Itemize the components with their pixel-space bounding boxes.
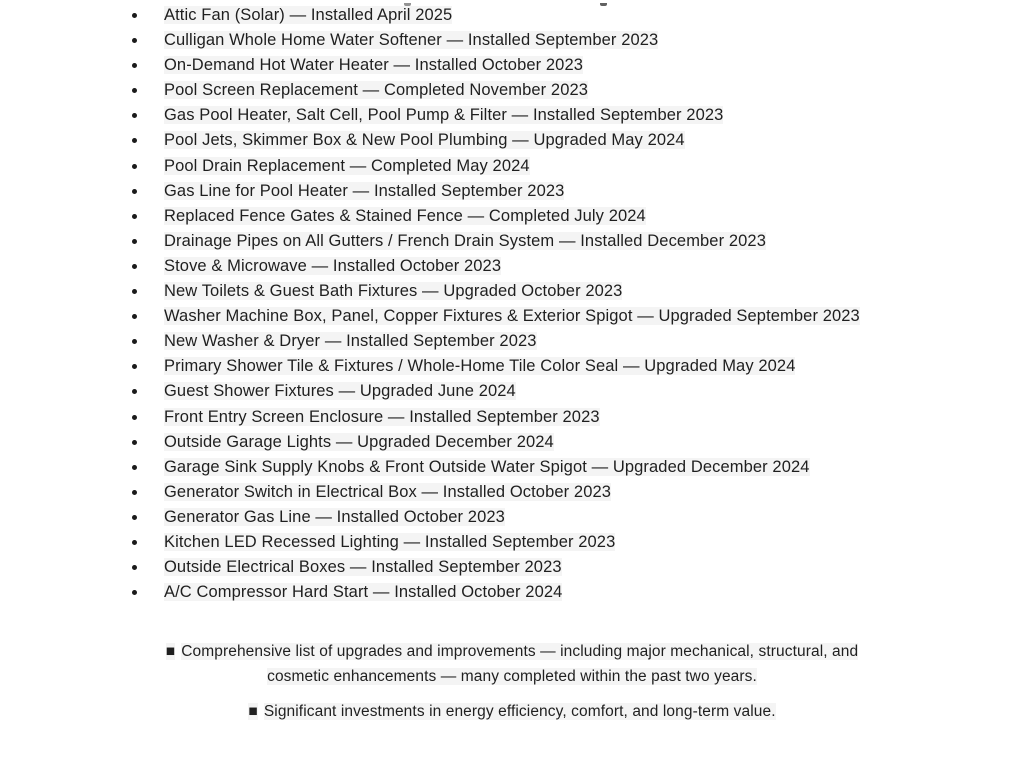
list-item bbox=[121, 279, 896, 304]
bullet-icon bbox=[132, 364, 137, 369]
list-item bbox=[121, 229, 896, 254]
bullet-icon bbox=[132, 389, 137, 394]
list-item-text: Gas Pool Heater, Salt Cell, Pool Pump & Filter — Installed September 2023 bbox=[164, 106, 724, 125]
bullet-icon bbox=[132, 289, 137, 294]
summary-section bbox=[0, 639, 1024, 724]
list-item-text: Gas Line for Pool Heater — Installed September 2023 bbox=[164, 181, 565, 200]
list-item-text: New Toilets & Guest Bath Fixtures — Upgraded October 2023 bbox=[164, 282, 623, 301]
bullet-icon bbox=[132, 590, 137, 595]
list-item bbox=[121, 179, 896, 204]
list-item bbox=[121, 430, 896, 455]
bullet-icon bbox=[132, 189, 137, 194]
list-item-text: Replaced Fence Gates & Stained Fence — Completed July 2024 bbox=[164, 206, 646, 225]
bullet-icon bbox=[132, 339, 137, 344]
summary-paragraph-1 bbox=[133, 639, 891, 689]
bullet-icon bbox=[132, 440, 137, 445]
bullet-icon bbox=[132, 540, 137, 545]
list-item-text: Guest Shower Fixtures — Upgraded June 2024 bbox=[164, 382, 516, 401]
upgrades-list bbox=[0, 3, 1024, 605]
list-item-text: Stove & Microwave — Installed October 2023 bbox=[164, 256, 502, 275]
list-item-text: Attic Fan (Solar) — Installed April 2025 bbox=[164, 6, 453, 24]
list-item-text: Kitchen LED Recessed Lighting — Installed September 2023 bbox=[164, 532, 616, 551]
list-item bbox=[121, 103, 896, 128]
list-item bbox=[121, 354, 896, 379]
summary-paragraph-2 bbox=[52, 699, 972, 724]
bullet-icon bbox=[132, 38, 137, 43]
list-item-text: Drainage Pipes on All Gutters / French Drain System — Installed December 2023 bbox=[164, 231, 766, 250]
bullet-icon bbox=[132, 314, 137, 319]
bullet-icon bbox=[132, 239, 137, 244]
list-item-text: Washer Machine Box, Panel, Copper Fixtures & Exterior Spigot — Upgraded September 2023 bbox=[164, 307, 860, 326]
list-item-text: Front Entry Screen Enclosure — Installed September 2023 bbox=[164, 407, 600, 426]
list-item-text: Culligan Whole Home Water Softener — Installed September 2023 bbox=[164, 31, 659, 50]
bullet-icon bbox=[132, 565, 137, 570]
bullet-icon bbox=[132, 214, 137, 219]
list-item-text: Garage Sink Supply Knobs & Front Outside Water Spigot — Upgraded December 2024 bbox=[164, 457, 810, 476]
list-item-text: Primary Shower Tile & Fixtures / Whole-Home Tile Color Seal — Upgraded May 2024 bbox=[164, 357, 796, 376]
list-item-text: New Washer & Dryer — Installed September 2023 bbox=[164, 332, 537, 351]
list-item bbox=[121, 28, 896, 53]
bullet-icon bbox=[132, 88, 137, 93]
list-item bbox=[121, 204, 896, 229]
black-square-icon: ■ bbox=[248, 703, 258, 721]
list-item bbox=[121, 555, 896, 580]
list-item-text: On-Demand Hot Water Heater — Installed October 2023 bbox=[164, 56, 584, 75]
list-item bbox=[121, 329, 896, 354]
list-item bbox=[121, 304, 896, 329]
bullet-icon bbox=[132, 415, 137, 420]
bullet-icon bbox=[132, 465, 137, 470]
list-item bbox=[121, 3, 896, 28]
list-item bbox=[121, 379, 896, 404]
list-item bbox=[121, 254, 896, 279]
list-item bbox=[121, 53, 896, 78]
bullet-icon bbox=[132, 490, 137, 495]
bullet-icon bbox=[132, 515, 137, 520]
list-item bbox=[121, 154, 896, 179]
bullet-icon bbox=[132, 138, 137, 143]
bullet-icon bbox=[132, 264, 137, 269]
list-item-text: Outside Garage Lights — Upgraded December 2024 bbox=[164, 432, 554, 451]
summary-text-2: Significant investments in energy efficiency, comfort, and long-term value. bbox=[263, 703, 776, 721]
list-item bbox=[121, 128, 896, 153]
black-square-icon: ■ bbox=[165, 643, 176, 661]
list-item bbox=[121, 480, 896, 505]
list-item bbox=[121, 580, 896, 605]
list-item bbox=[121, 530, 896, 555]
bullet-icon bbox=[132, 113, 137, 118]
list-item-text: Generator Gas Line — Installed October 2023 bbox=[164, 507, 505, 526]
bullet-icon bbox=[132, 164, 137, 169]
list-item-text: Pool Screen Replacement — Completed November 2023 bbox=[164, 81, 589, 100]
list-item-text: Pool Drain Replacement — Completed May 2024 bbox=[164, 156, 530, 175]
list-item-text: A/C Compressor Hard Start — Installed October 2024 bbox=[164, 583, 563, 602]
list-item bbox=[121, 78, 896, 103]
bullet-icon bbox=[132, 13, 137, 18]
list-item bbox=[121, 455, 896, 480]
document-page bbox=[0, 3, 1024, 724]
summary-text-1: Comprehensive list of upgrades and improvements — including major mechanical, structural, and cosmetic enhancements — many completed within the past two years. bbox=[181, 643, 859, 686]
list-item-text: Generator Switch in Electrical Box — Installed October 2023 bbox=[164, 482, 612, 501]
bullet-icon bbox=[132, 63, 137, 68]
list-item-text: Outside Electrical Boxes — Installed September 2023 bbox=[164, 558, 562, 577]
list-item bbox=[121, 405, 896, 430]
list-item-text: Pool Jets, Skimmer Box & New Pool Plumbing — Upgraded May 2024 bbox=[164, 131, 685, 150]
list-item bbox=[121, 505, 896, 530]
